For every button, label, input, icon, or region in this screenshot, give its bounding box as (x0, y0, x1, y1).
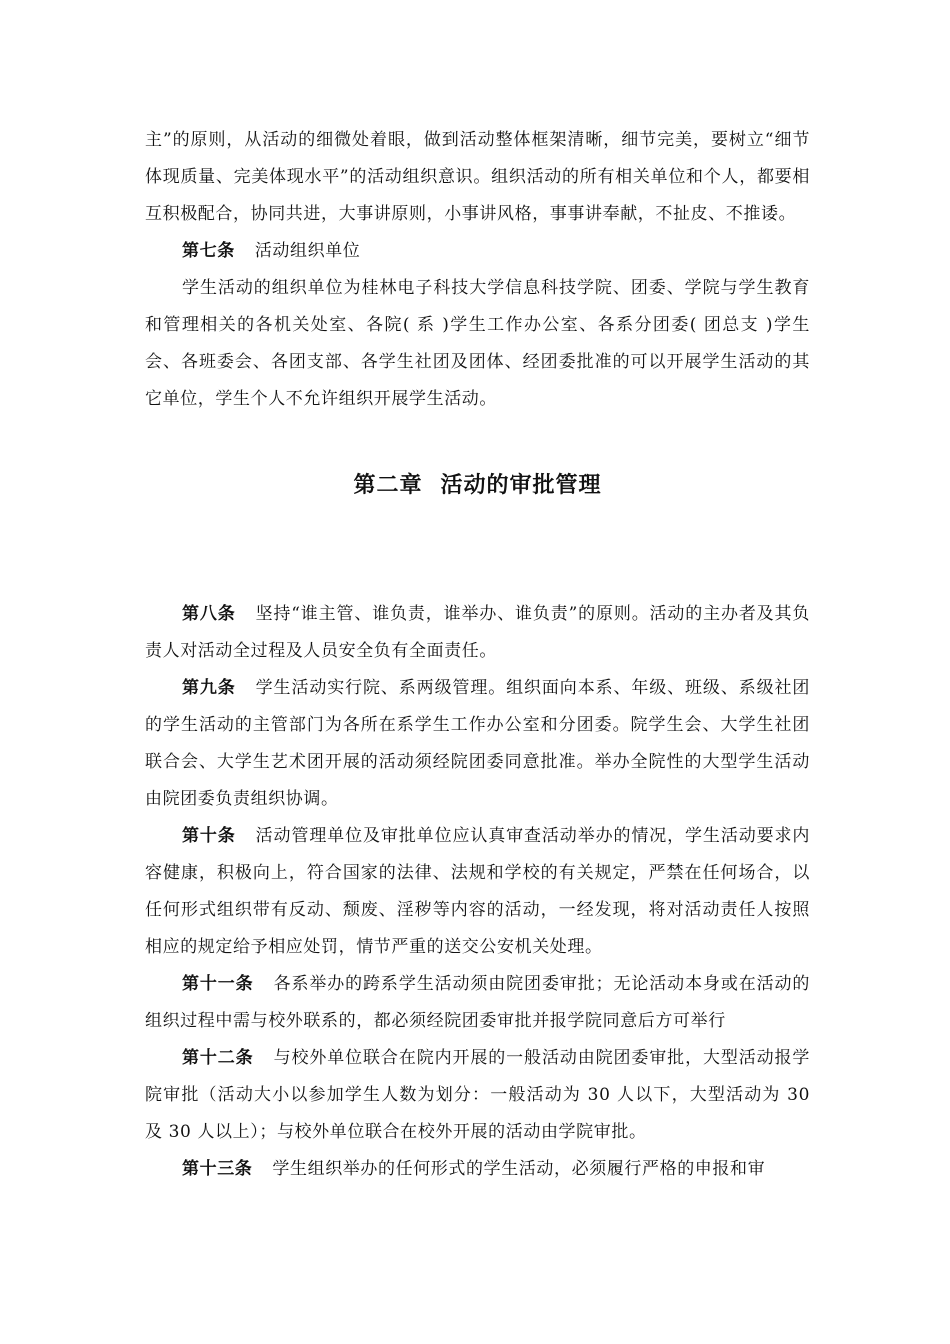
article-label: 第九条 (182, 678, 236, 698)
article-text: 学生活动实行院、系两级管理。组织面向本系、年级、班级、系级社团的学生活动的主管部门为各所在系学生工作办公室和分团委。院学生会、大学生社团联合会、大学生艺术团开展的活动须经院团委同意批准。举办全院性的大型学生活动由院团委负责组织协调。 (145, 678, 810, 809)
chapter-title: 活动的审批管理 (440, 473, 602, 498)
article-label: 第十二条 (182, 1048, 254, 1068)
article-paragraph (145, 670, 810, 818)
article-7-title: 活动组织单位 (254, 241, 361, 261)
article-label: 第八条 (182, 604, 236, 624)
article-text: 与校外单位联合在院内开展的一般活动由院团委审批，大型活动报学院审批（活动大小以参加学生人数为划分：一般活动为 30 人以下，大型活动为 30 及 30 人以上）；与校外单位联合在校外开展的活动由学院审批。 (145, 1048, 811, 1142)
article-label: 第十三条 (182, 1159, 253, 1179)
article-7-heading (145, 233, 810, 270)
article-text: 学生组织举办的任何形式的学生活动，必须履行严格的申报和审 (272, 1159, 766, 1179)
document-page (145, 122, 810, 1188)
chapter-heading (145, 468, 810, 499)
article-label: 第十一条 (182, 974, 254, 994)
article-label: 第十条 (182, 826, 236, 846)
article-paragraph (145, 1151, 810, 1188)
article-paragraph (145, 596, 810, 670)
article-text: 各系举办的跨系学生活动须由院团委审批；无论活动本身或在活动的组织过程中需与校外联系的，都必须经院团委审批并报学院同意后方可举行 (145, 974, 811, 1031)
article-7-body: 学生活动的组织单位为桂林电子科技大学信息科技学院、团委、学院与学生教育和管理相关的各机关处室、各院( 系 )学生工作办公室、各系分团委( 团总支 )学生会、各班委会、各团支部、各学生社团及团体、经团委批准的可以开展学生活动的其它单位，学生个人不允许组织开展学生活动。 (145, 278, 810, 409)
article-label: 第七条 (182, 241, 235, 261)
article-paragraph (145, 1040, 810, 1151)
article-text: 坚持“谁主管、谁负责，谁举办、谁负责”的原则。活动的主办者及其负责人对活动全过程及人员安全负有全面责任。 (145, 604, 810, 661)
chapter-number: 第二章 (353, 473, 423, 498)
continuation-paragraph: 主”的原则，从活动的细微处着眼，做到活动整体框架清晰，细节完美，要树立“细节体现质量、完美体现水平”的活动组织意识。组织活动的所有相关单位和个人，都要相互积极配合，协同共进，大事讲原则，小事讲风格，事事讲奉献，不扯皮、不推诿。 (145, 130, 810, 224)
article-text: 活动管理单位及审批单位应认真审查活动举办的情况，学生活动要求内容健康，积极向上，符合国家的法律、法规和学校的有关规定，严禁在任何场合，以任何形式组织带有反动、颓废、淫秽等内容的活动，一经发现，将对活动责任人按照相应的规定给予相应处罚，情节严重的送交公安机关处理。 (145, 826, 810, 957)
article-paragraph (145, 966, 810, 1040)
article-paragraph (145, 818, 810, 966)
